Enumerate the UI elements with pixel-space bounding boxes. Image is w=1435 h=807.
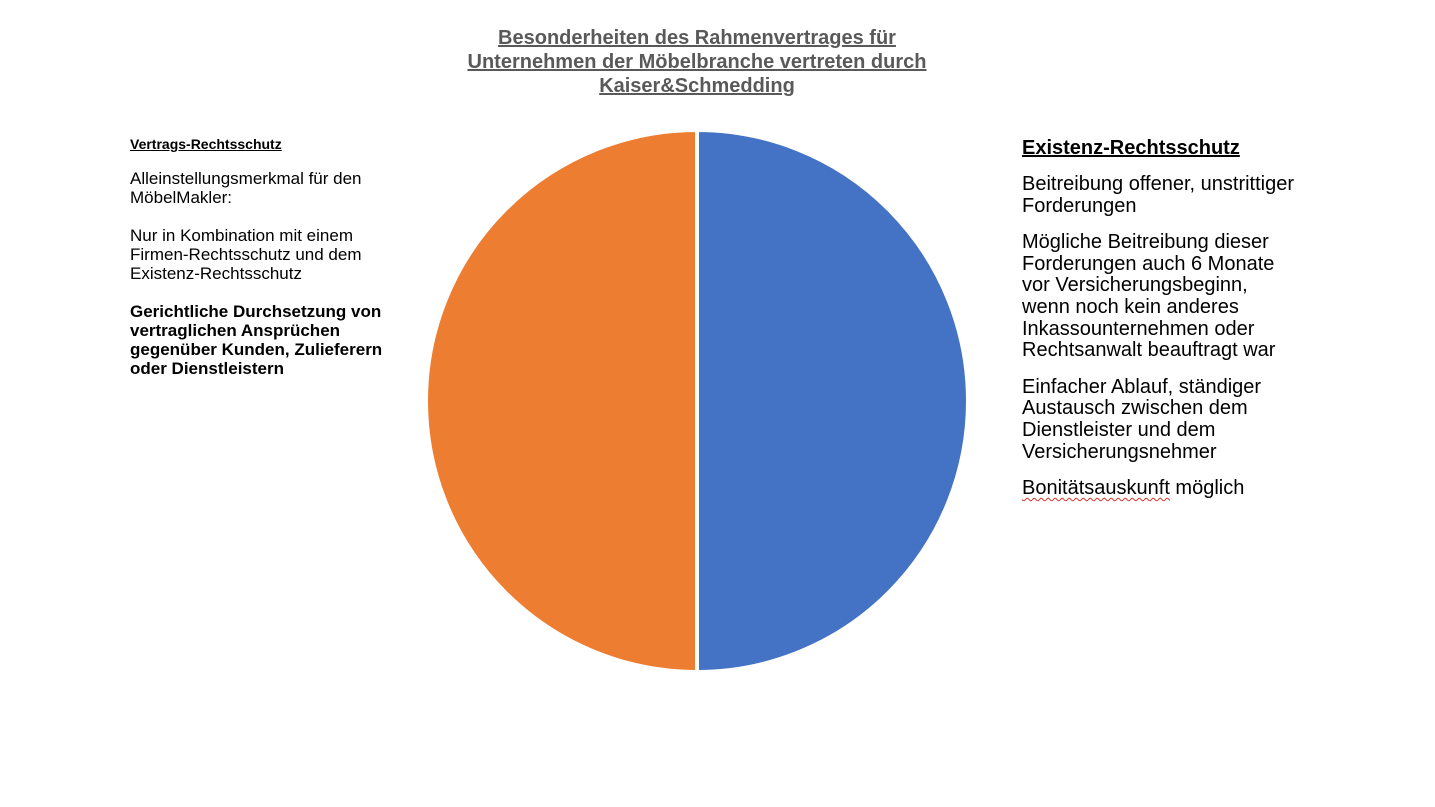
text-line: vertraglichen Ansprüchen — [130, 321, 341, 340]
text-line: Existenz-Rechtsschutz — [130, 264, 302, 283]
text-line: Firmen-Rechtsschutz und dem — [130, 245, 362, 264]
right-panel-paragraph — [1022, 232, 1322, 362]
right-panel-heading: Existenz-Rechtsschutz — [1022, 137, 1240, 159]
text-line: Forderungen — [1022, 194, 1137, 217]
text-line: Dienstleister und dem — [1022, 418, 1216, 441]
text-line: gegenüber Kunden, Zulieferern — [130, 340, 383, 359]
text-line: wenn noch kein anderes — [1022, 295, 1239, 318]
text-line: Gerichtliche Durchsetzung von — [130, 302, 382, 321]
pie-slice-1 — [697, 130, 968, 672]
right-annotation-panel — [1022, 136, 1322, 515]
spellcheck-flagged-word: Bonitätsauskunft — [1022, 477, 1170, 500]
chart-title-line: Unternehmen der Möbelbranche vertreten durch — [467, 51, 927, 73]
text-line: Einfacher Ablauf, ständiger — [1022, 375, 1262, 398]
right-panel-paragraph — [1022, 377, 1322, 463]
text-line: oder Dienstleistern — [130, 359, 284, 378]
text-line: MöbelMakler: — [130, 188, 233, 207]
chart-title-line: Kaiser&Schmedding — [599, 75, 795, 97]
text-line: Inkassounternehmen oder — [1022, 317, 1255, 340]
text-line: Rechtsanwalt beauftragt war — [1022, 339, 1276, 362]
chart-title-line: Besonderheiten des Rahmenvertrages für — [498, 27, 896, 49]
text-line: Mögliche Beitreibung dieser — [1022, 231, 1269, 254]
text-line: Alleinstellungsmerkmal für den — [130, 169, 362, 188]
text-line: Nur in Kombination mit einem — [130, 226, 353, 245]
text-fragment: möglich — [1169, 477, 1245, 500]
text-line: Forderungen auch 6 Monate — [1022, 252, 1275, 275]
text-line: vor Versicherungsbeginn, — [1022, 274, 1248, 297]
left-panel-heading: Vertrags-Rechtsschutz — [130, 136, 282, 152]
pie-slice-2 — [426, 130, 697, 672]
text-line: Beitreibung offener, unstrittiger — [1022, 173, 1295, 195]
text-line: Austausch zwischen dem — [1022, 397, 1248, 420]
text-line: Versicherungsnehmer — [1022, 440, 1217, 463]
right-panel-paragraph — [1022, 174, 1322, 217]
right-panel-paragraph — [1022, 478, 1322, 500]
